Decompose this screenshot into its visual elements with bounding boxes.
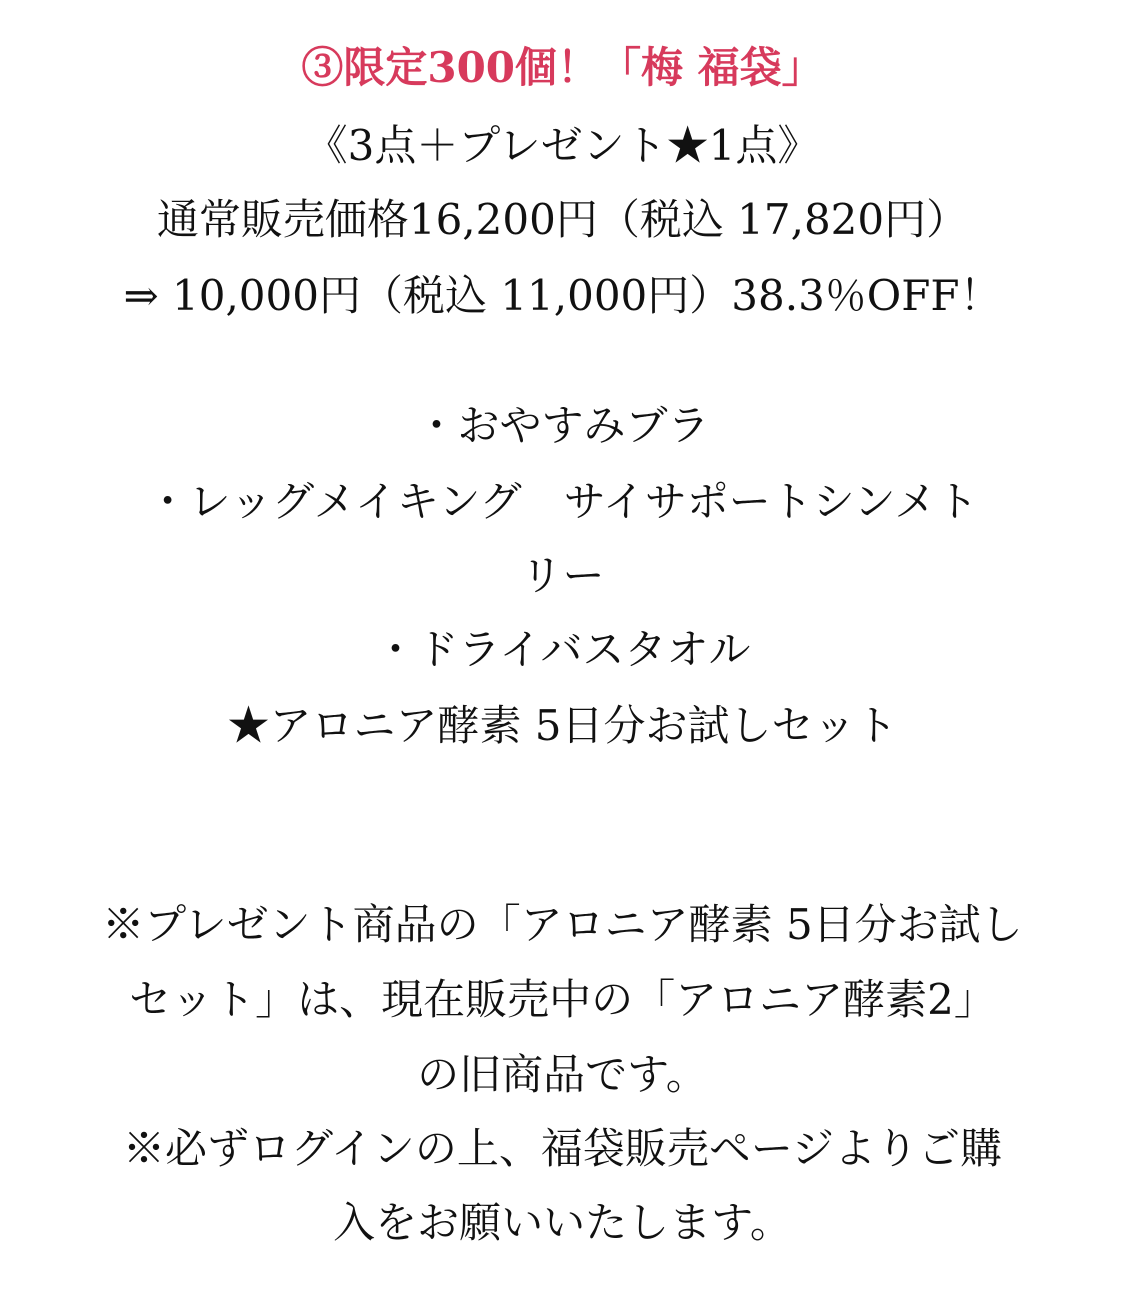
note-login-line-2: 入をお願いいたします。 [333,1198,792,1247]
note-gift-line-2: セット」は、現在販売中の「アロニア酵素2」 [129,975,996,1024]
sale-price: ⇒ 10,000円（税込 11,000円）38.3％OFF！ [123,271,1002,320]
normal-price: 通常販売価格16,200円（税込 17,820円） [156,195,969,244]
note-login-line-1: ※必ずログインの上、福袋販売ページよりご購 [122,1124,1003,1173]
list-item-bath-towel: ・ドライバスタオル [374,625,751,674]
list-item-leg-making: ・レッグメイキング サイサポートシンメト [146,477,979,526]
note-gift-line-3: の旧商品です。 [417,1050,708,1099]
list-item-leg-making-continued: リー [520,551,605,600]
page-title: ③限定300個！「梅 福袋」 [301,43,824,92]
bundle-subtitle: 《3点＋プレゼント★1点》 [305,121,820,170]
list-item-bra: ・おやすみブラ [415,401,710,450]
list-item-gift: ★アロニア酵素 5日分お試しセット [227,701,898,750]
note-gift-line-1: ※プレゼント商品の「アロニア酵素 5日分お試し [102,900,1023,949]
